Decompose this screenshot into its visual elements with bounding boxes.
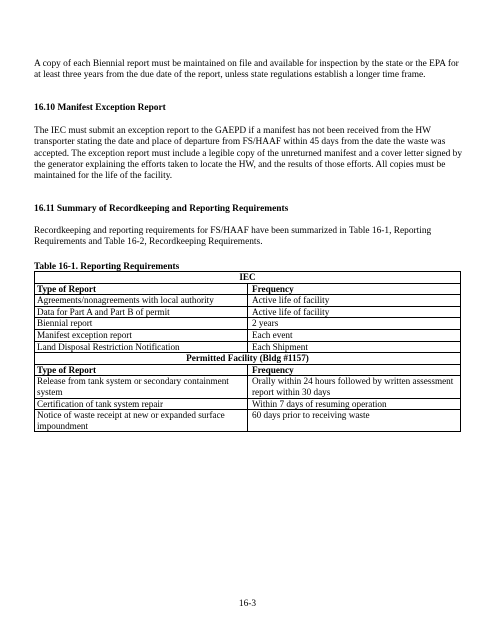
table-header-row xyxy=(35,283,461,295)
frequency-cell: Within 7 days of resuming operation xyxy=(248,398,461,410)
group-header-permitted-facility: Permitted Facility (Bldg #1157) xyxy=(35,353,461,365)
frequency-cell: Each event xyxy=(248,329,461,341)
table-group-row xyxy=(35,272,461,284)
reporting-requirements-table xyxy=(34,271,461,432)
group-header-iec: IEC xyxy=(35,272,461,284)
frequency-cell: Each Shipment xyxy=(248,341,461,353)
section-heading-16-10: 16.10 Manifest Exception Report xyxy=(34,103,166,113)
column-header-frequency: Frequency xyxy=(248,364,461,376)
report-type-cell: Certification of tank system repair xyxy=(35,398,248,410)
table-row xyxy=(35,318,461,330)
frequency-cell: Active life of facility xyxy=(248,306,461,318)
frequency-cell: Orally within 24 hours followed by written assessment report within 30 days xyxy=(248,376,461,398)
table-caption: Table 16-1. Reporting Requirements xyxy=(34,262,180,272)
table-row xyxy=(35,341,461,353)
report-type-cell: Manifest exception report xyxy=(35,329,248,341)
table-row xyxy=(35,398,461,410)
report-type-cell: Release from tank system or secondary containment system xyxy=(35,376,248,398)
report-type-cell: Land Disposal Restriction Notification xyxy=(35,341,248,353)
table-row xyxy=(35,306,461,318)
paragraph-summary: Recordkeeping and reporting requirements for FS/HAAF have been summarized in Table 16-1, Reporting Requirements and Table 16-2, Recordkeeping Requirements. xyxy=(34,226,432,248)
table-row xyxy=(35,329,461,341)
table-header-row xyxy=(35,364,461,376)
column-header-frequency: Frequency xyxy=(248,283,461,295)
table-row xyxy=(35,295,461,307)
report-type-cell: Agreements/nonagreements with local authority xyxy=(35,295,248,307)
column-header-type: Type of Report xyxy=(35,283,248,295)
paragraph-manifest-exception: The IEC must submit an exception report to the GAEPD if a manifest has not been received from the HW transporter stating the date and place of departure from FS/HAAF within 45 days from the date the waste was accepted. The exception report must include a legible copy of the unreturned manifest and a cover letter signed by the generator explaining the efforts taken to locate the HW, and the results of those efforts. All copies must be maintained for the life of the facility. xyxy=(34,126,463,182)
frequency-cell: 2 years xyxy=(248,318,461,330)
table-row xyxy=(35,376,461,398)
table-row xyxy=(35,410,461,432)
table-group-row xyxy=(35,353,461,365)
section-heading-16-11: 16.11 Summary of Recordkeeping and Reporting Requirements xyxy=(34,204,289,214)
report-type-cell: Biennial report xyxy=(35,318,248,330)
frequency-cell: 60 days prior to receiving waste xyxy=(248,410,461,432)
frequency-cell: Active life of facility xyxy=(248,295,461,307)
report-type-cell: Data for Part A and Part B of permit xyxy=(35,306,248,318)
page-number: 16-3 xyxy=(238,599,257,609)
paragraph-biennial-retention: A copy of each Biennial report must be maintained on file and available for inspection by the state or the EPA for at least three years from the due date of the report, unless state regulations establish a longer time frame. xyxy=(34,59,459,81)
report-type-cell: Notice of waste receipt at new or expanded surface impoundment xyxy=(35,410,248,432)
column-header-type: Type of Report xyxy=(35,364,248,376)
